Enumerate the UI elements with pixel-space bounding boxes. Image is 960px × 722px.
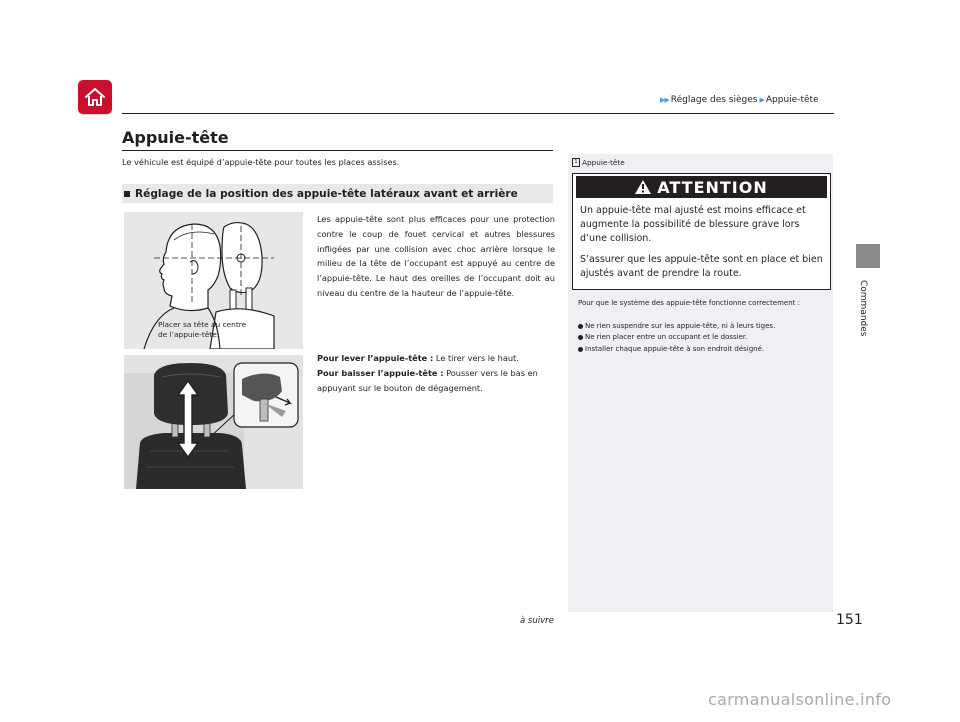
- bullet-icon: [578, 324, 583, 329]
- chapter-tab-marker: [856, 244, 880, 268]
- headrest-adjust-illustration: [124, 355, 303, 489]
- home-icon: [83, 86, 107, 108]
- warning-text-1: Un appuie-tête mal ajusté est moins efficace et augmente la possibilité de blessure grave lors d’une collision.: [580, 205, 806, 244]
- headrest-instructions: [317, 351, 555, 395]
- warning-text-2: S’assurer que les appuie-tête sont en place et bien ajustés avant de prendre la route.: [580, 254, 823, 279]
- bullet-icon: [578, 347, 583, 352]
- chapter-tab-label[interactable]: Commandes: [858, 280, 868, 337]
- note-link-icon: 1: [572, 158, 580, 167]
- warning-heading: ATTENTION: [576, 176, 827, 198]
- continued-label[interactable]: à suivre: [520, 616, 554, 626]
- note-title[interactable]: 1 Appuie-tête: [572, 158, 625, 167]
- intro-text: Le véhicule est équipé d’appuie-tête pour toutes les places assises.: [122, 157, 400, 167]
- home-button[interactable]: [78, 80, 112, 114]
- info-bullet-list: [578, 321, 828, 355]
- watermark-text: carmanualsonline.info: [708, 690, 892, 709]
- breadcrumb-item-headrest[interactable]: Appuie-tête: [765, 95, 819, 105]
- breadcrumb: [660, 95, 819, 105]
- illustration-caption: Placer sa tête au centre de l’appuie-tête.: [158, 320, 247, 339]
- section-square-icon: [124, 191, 130, 197]
- page-title: Appuie-tête: [122, 128, 229, 147]
- section-heading-text: Réglage de la position des appuie-tête latéraux avant et arrière: [135, 187, 518, 200]
- raise-instruction: Pour lever l’appuie-tête : Le tirer vers le haut.: [317, 353, 519, 363]
- headrest-effectiveness-text: Les appuie-tête sont plus efficaces pour une protection contre le coup de fouet cervical et autres blessures infligées par une collision avec choc arrière lorsque le milieu de la tête de l’occupant est appuyé au centre de l’appuie-tête. Le haut des oreilles de l’occupant doit au niveau du centre de la hauteur de l’appuie-tête.: [317, 214, 555, 298]
- lower-instruction: Pour baisser l’appuie-tête : Pousser vers le bas en appuyant sur le bouton de dégagement.: [317, 367, 538, 393]
- warning-triangle-icon: [635, 180, 651, 194]
- list-item: Installer chaque appuie-tête à son endroit désigné.: [578, 344, 828, 355]
- list-item: Ne rien suspendre sur les appuie-tête, ni à leurs tiges.: [578, 321, 828, 332]
- section-heading: [122, 184, 553, 203]
- breadcrumb-arrow-icon: ▶: [759, 96, 764, 104]
- breadcrumb-item-seat-adjust[interactable]: Réglage des sièges: [670, 95, 758, 105]
- title-rule: [122, 150, 553, 151]
- seat-headrest-drawing: [124, 355, 303, 489]
- breadcrumb-arrow-icon: ▶▶: [660, 96, 669, 104]
- bullet-icon: [578, 335, 583, 340]
- info-text: Pour que le système des appuie-tête fonctionne correctement :: [578, 299, 800, 307]
- page-number: 151: [836, 612, 863, 628]
- list-item: Ne rien placer entre un occupant et le dossier.: [578, 332, 828, 343]
- header-rule: [122, 113, 834, 114]
